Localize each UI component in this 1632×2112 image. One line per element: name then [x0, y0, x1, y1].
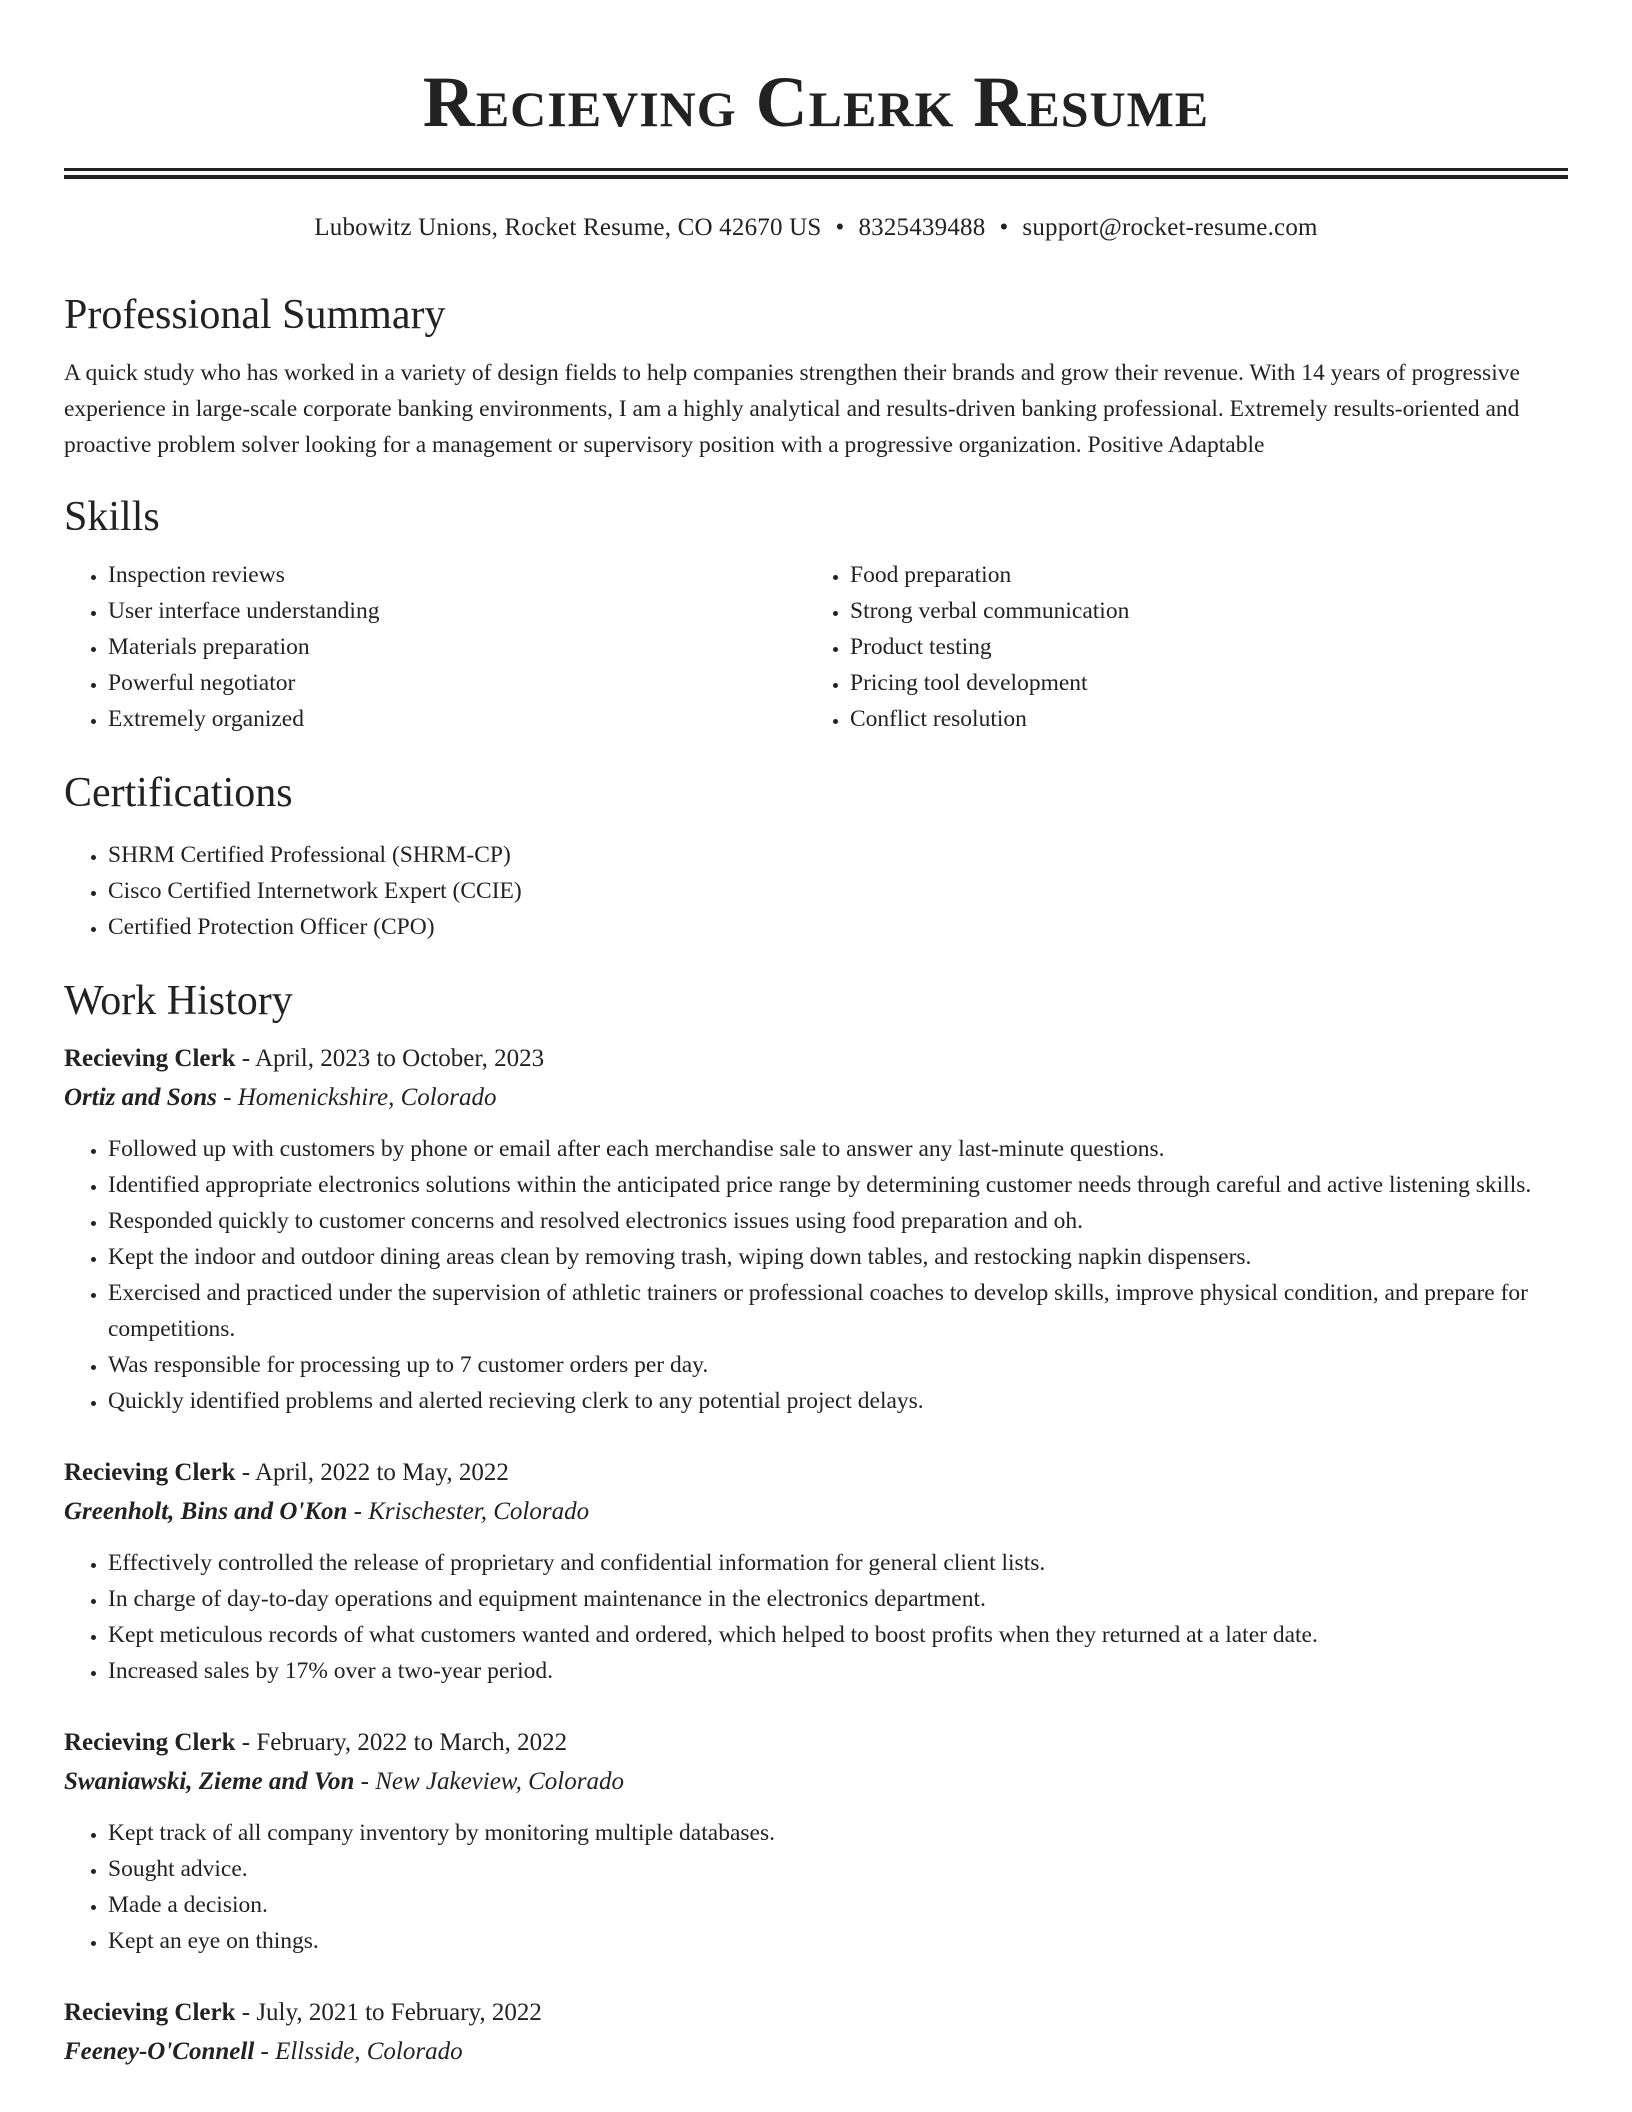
job-duty: • Identified appropriate electronics solutions within the anticipated price range by determining customer needs through careful and active listening skills. [108, 1167, 1568, 1203]
job-dates: July, 2021 to February, 2022 [256, 1999, 542, 2026]
job-role: Recieving Clerk [64, 1729, 236, 1756]
job-company: Swaniawski, Zieme and Von [64, 1768, 355, 1795]
job-entry [64, 1453, 1568, 1689]
job-duty: • Kept an eye on things. [108, 1923, 1568, 1959]
skills-list-left [64, 557, 806, 737]
job-title-line [64, 1039, 1568, 1079]
job-location: Homenickshire, Colorado [237, 1084, 497, 1111]
summary-section [64, 289, 1568, 463]
skill-item: • Strong verbal communication [850, 593, 1548, 629]
job-duty: • Exercised and practiced under the supervision of athletic trainers or professional coaches to develop skills, improve physical condition, and prepare for competitions. [108, 1275, 1568, 1347]
job-dash: - [235, 1045, 255, 1072]
job-duty: • Quickly identified problems and alerted recieving clerk to any potential project delays. [108, 1383, 1568, 1419]
skills-column-left [64, 557, 806, 737]
contact-separator: • [835, 214, 845, 241]
certifications-heading: Certifications [64, 770, 293, 816]
job-company-line [64, 1079, 1568, 1117]
job-duty: • Kept track of all company inventory by monitoring multiple databases. [108, 1815, 1568, 1851]
skill-item: • Food preparation [850, 557, 1548, 593]
job-company: Ortiz and Sons [64, 1084, 217, 1111]
skill-item: • Pricing tool development [850, 665, 1548, 701]
skill-item: • Product testing [850, 629, 1548, 665]
job-location: Ellsside, Colorado [275, 2038, 463, 2065]
resume-title: Recieving Clerk Resume [422, 62, 1210, 142]
job-duties-list [64, 1131, 1568, 1419]
job-company: Greenholt, Bins and O'Kon [64, 1498, 348, 1525]
job-dates: April, 2022 to May, 2022 [254, 1459, 509, 1486]
job-dash: - [235, 1459, 255, 1486]
contact-line [64, 211, 1568, 245]
job-dates: April, 2023 to October, 2023 [254, 1045, 545, 1072]
certification-item: • Certified Protection Officer (CPO) [108, 909, 1568, 945]
job-title-line [64, 1993, 1568, 2033]
job-duty: • Increased sales by 17% over a two-year period. [108, 1653, 1568, 1689]
contact-email: support@rocket-resume.com [1022, 214, 1318, 241]
skills-section [64, 491, 1568, 737]
job-dates: February, 2022 to March, 2022 [256, 1729, 568, 1756]
job-title-line [64, 1723, 1568, 1763]
job-dash: - [216, 1084, 238, 1111]
contact-phone: 8325439488 [858, 214, 986, 241]
job-duties-list [64, 1545, 1568, 1689]
job-dash: - [354, 1768, 376, 1795]
job-title-line [64, 1453, 1568, 1493]
job-duty: • Responded quickly to customer concerns and resolved electronics issues using food preparation and oh. [108, 1203, 1568, 1239]
skills-column-right [806, 557, 1548, 737]
job-company: Feeney-O'Connell [64, 2038, 255, 2065]
contact-address: Lubowitz Unions, Rocket Resume, CO 42670 US [314, 214, 822, 241]
certification-item: • Cisco Certified Internetwork Expert (CCIE) [108, 873, 1568, 909]
job-duties-list [64, 1815, 1568, 1959]
skill-item: • Materials preparation [108, 629, 806, 665]
job-company-line [64, 2033, 1568, 2071]
job-role: Recieving Clerk [64, 1999, 236, 2026]
job-dash: - [235, 1729, 257, 1756]
certifications-list [64, 837, 1568, 945]
contact-separator: • [999, 214, 1009, 241]
job-location: Krischester, Colorado [368, 1498, 590, 1525]
job-duty: • Kept the indoor and outdoor dining areas clean by removing trash, wiping down tables, and restocking napkin dispensers. [108, 1239, 1568, 1275]
job-role: Recieving Clerk [64, 1045, 236, 1072]
job-location: New Jakeview, Colorado [375, 1768, 624, 1795]
job-entry [64, 1039, 1568, 1419]
job-dash: - [235, 1999, 257, 2026]
certification-item: • SHRM Certified Professional (SHRM-CP) [108, 837, 1568, 873]
job-entry [64, 1993, 1568, 2071]
job-dash: - [347, 1498, 369, 1525]
job-duty: • Followed up with customers by phone or email after each merchandise sale to answer any last-minute questions. [108, 1131, 1568, 1167]
job-company-line [64, 1493, 1568, 1531]
resume-page [64, 0, 1568, 2071]
job-role: Recieving Clerk [64, 1459, 236, 1486]
skills-list-right [806, 557, 1548, 737]
summary-heading: Professional Summary [64, 292, 446, 338]
title-divider [64, 168, 1568, 179]
skills-heading: Skills [64, 494, 160, 540]
skills-grid [64, 557, 1568, 737]
job-duty: • Sought advice. [108, 1851, 1568, 1887]
certifications-section [64, 767, 1568, 945]
skill-item: • User interface understanding [108, 593, 806, 629]
job-duty: • Effectively controlled the release of proprietary and confidential information for general client lists. [108, 1545, 1568, 1581]
skill-item: • Extremely organized [108, 701, 806, 737]
job-duty: • Made a decision. [108, 1887, 1568, 1923]
skill-item: • Powerful negotiator [108, 665, 806, 701]
work-history-section [64, 975, 1568, 2071]
job-entry [64, 1723, 1568, 1959]
work-history-heading: Work History [64, 978, 293, 1024]
job-dash: - [254, 2038, 276, 2065]
job-duty: • Kept meticulous records of what customers wanted and ordered, which helped to boost profits when they returned at a later date. [108, 1617, 1568, 1653]
job-duty: • Was responsible for processing up to 7 customer orders per day. [108, 1347, 1568, 1383]
job-company-line [64, 1763, 1568, 1801]
job-duty: • In charge of day-to-day operations and equipment maintenance in the electronics department. [108, 1581, 1568, 1617]
summary-text: A quick study who has worked in a variety of design fields to help companies strengthen their brands and grow their revenue. With 14 years of progressive experience in large-scale corporate banking environments, I am a highly analytical and results-driven banking professional. Extremely results-oriented and proactive problem solver looking for a management or supervisory position with a progressive organization. Positive Adaptable [64, 360, 1520, 458]
skill-item: • Inspection reviews [108, 557, 806, 593]
skill-item: • Conflict resolution [850, 701, 1548, 737]
